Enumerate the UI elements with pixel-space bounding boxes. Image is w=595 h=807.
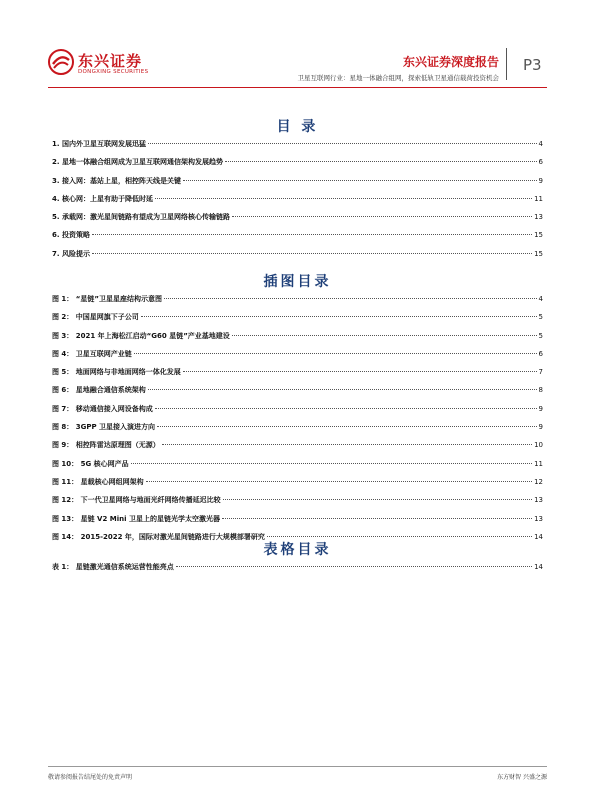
dot-leader bbox=[131, 463, 532, 464]
logo-mark-icon bbox=[48, 49, 74, 75]
toc-entry[interactable] bbox=[52, 230, 543, 248]
table-entry-label: 表 1： 星链激光通信系统运营性能亮点 bbox=[52, 563, 174, 571]
figure-entry-page: 12 bbox=[534, 477, 543, 486]
table-entry[interactable] bbox=[52, 562, 543, 580]
toc-entry-page: 6 bbox=[538, 158, 543, 167]
dot-leader bbox=[222, 518, 532, 519]
logo-text-cn: 东兴证券 bbox=[78, 52, 143, 70]
dot-leader bbox=[232, 335, 537, 336]
toc-entry-page: 9 bbox=[538, 176, 543, 185]
dot-leader bbox=[92, 234, 532, 235]
toc-entry-label: 6. 投资策略 bbox=[52, 231, 90, 240]
figure-entry-page: 9 bbox=[538, 404, 543, 413]
toc-entry[interactable] bbox=[52, 176, 543, 194]
toc-entry[interactable] bbox=[52, 139, 543, 157]
toc-entry-page: 4 bbox=[538, 140, 543, 148]
toc-entry[interactable] bbox=[52, 194, 543, 212]
toc-entry-label: 4. 核心网：上星有助于降低时延 bbox=[52, 194, 153, 203]
toc-entry-page: 11 bbox=[534, 194, 543, 203]
page-number: P3 bbox=[523, 56, 542, 74]
figure-entry-label: 图 11： 星载核心网组网架构 bbox=[52, 477, 144, 486]
footer-slogan: 东方财智 兴盛之源 bbox=[497, 774, 547, 781]
figure-entry[interactable] bbox=[52, 349, 543, 367]
toc-entry-label: 5. 承载网：激光星间链路有望成为卫星网络核心传输链路 bbox=[52, 213, 230, 222]
figure-entry-page: 4 bbox=[538, 295, 543, 303]
figure-entry[interactable] bbox=[52, 312, 543, 330]
dot-leader bbox=[155, 198, 532, 199]
toc-entry-label: 1. 国内外卫星互联网发展迅猛 bbox=[52, 140, 146, 148]
figure-entry-label: 图 12： 下一代卫星网络与地面光纤网络传播延迟比较 bbox=[52, 496, 221, 505]
figure-entry-page: 11 bbox=[534, 459, 543, 468]
figure-entry-label: 图 1： “星链”卫星星座结构示意图 bbox=[52, 295, 162, 303]
figure-entry-page: 13 bbox=[534, 514, 543, 523]
figure-entry-page: 6 bbox=[538, 349, 543, 358]
dot-leader bbox=[146, 481, 532, 482]
figure-entry[interactable] bbox=[52, 514, 543, 532]
figure-entry[interactable] bbox=[52, 422, 543, 440]
figure-entry[interactable] bbox=[52, 294, 543, 312]
logo-text-en: DONGXING SECURITIES bbox=[78, 69, 149, 75]
figure-entry-label: 图 14： 2015-2022 年，国际对激光星间链路进行大规模部署研究 bbox=[52, 532, 265, 541]
toc-entry[interactable] bbox=[52, 249, 543, 267]
header-divider bbox=[506, 48, 507, 80]
figure-entry-page: 5 bbox=[538, 313, 543, 322]
toc-entry[interactable] bbox=[52, 212, 543, 230]
dot-leader bbox=[232, 216, 532, 217]
page-header bbox=[0, 0, 595, 92]
dot-leader bbox=[176, 566, 532, 567]
dot-leader bbox=[141, 316, 537, 317]
header-rule bbox=[48, 87, 547, 88]
figure-entry-label: 图 4： 卫星互联网产业链 bbox=[52, 349, 132, 358]
figure-entry-label: 图 2： 中国星网旗下子公司 bbox=[52, 313, 139, 322]
figure-entry[interactable] bbox=[52, 367, 543, 385]
figures-title: 插图目录 bbox=[263, 274, 332, 290]
toc-list bbox=[52, 139, 543, 267]
dot-leader bbox=[134, 353, 537, 354]
figure-entry[interactable] bbox=[52, 331, 543, 349]
company-logo bbox=[48, 49, 148, 81]
dot-leader bbox=[148, 143, 537, 144]
toc-entry-page: 15 bbox=[534, 249, 543, 258]
figure-entry[interactable] bbox=[52, 477, 543, 495]
footer-rule bbox=[48, 766, 547, 767]
tables-title: 表格目录 bbox=[263, 542, 332, 558]
report-title: 东兴证券深度报告 bbox=[402, 55, 499, 69]
figure-entry-label: 图 5： 地面网络与非地面网络一体化发展 bbox=[52, 368, 181, 377]
dot-leader bbox=[162, 444, 532, 445]
figure-entry-page: 13 bbox=[534, 496, 543, 505]
dot-leader bbox=[267, 536, 532, 537]
dot-leader bbox=[225, 161, 537, 162]
figure-entry-label: 图 6： 星地融合通信系统架构 bbox=[52, 386, 146, 395]
footer-disclaimer: 敬请参阅报告结尾处的免责声明 bbox=[48, 774, 133, 781]
toc-entry-label: 2. 星地一体融合组网成为卫星互联网通信架构发展趋势 bbox=[52, 158, 223, 167]
figure-entry-label: 图 3： 2021 年上海松江启动“G60 星链”产业基地建设 bbox=[52, 331, 230, 340]
figure-entry-page: 7 bbox=[538, 368, 543, 377]
figure-entry-label: 图 13： 星链 V2 Mini 卫星上的星链光学太空激光器 bbox=[52, 514, 220, 523]
dot-leader bbox=[223, 499, 532, 500]
figure-entry-label: 图 10： 5G 核心网产品 bbox=[52, 459, 129, 468]
toc-entry-label: 7. 风险提示 bbox=[52, 249, 90, 258]
figure-entry-label: 图 9： 相控阵雷达原理图（无源） bbox=[52, 441, 160, 450]
figure-entry[interactable] bbox=[52, 404, 543, 422]
figure-entry-page: 14 bbox=[534, 532, 543, 541]
figure-entry[interactable] bbox=[52, 495, 543, 513]
figures-list bbox=[52, 294, 543, 550]
toc-entry-page: 13 bbox=[534, 213, 543, 222]
figure-entry-label: 图 8： 3GPP 卫星接入演进方向 bbox=[52, 423, 156, 432]
tables-list bbox=[52, 562, 543, 580]
dot-leader bbox=[183, 371, 537, 372]
figure-entry-page: 5 bbox=[538, 331, 543, 340]
dot-leader bbox=[92, 253, 532, 254]
toc-entry-page: 15 bbox=[534, 231, 543, 240]
figure-entry[interactable] bbox=[52, 440, 543, 458]
dot-leader bbox=[183, 180, 537, 181]
figure-entry-page: 9 bbox=[538, 423, 543, 432]
toc-title: 目 录 bbox=[276, 119, 319, 135]
dot-leader bbox=[155, 408, 537, 409]
table-entry-page: 14 bbox=[534, 563, 543, 571]
figure-entry[interactable] bbox=[52, 385, 543, 403]
toc-entry-label: 3. 接入网：基站上星，相控阵天线是关键 bbox=[52, 176, 181, 185]
figure-entry-page: 8 bbox=[538, 386, 543, 395]
figure-entry-label: 图 7： 移动通信接入网设备构成 bbox=[52, 404, 153, 413]
dot-leader bbox=[164, 298, 537, 299]
toc-entry[interactable] bbox=[52, 157, 543, 175]
figure-entry-page: 10 bbox=[534, 441, 543, 450]
dot-leader bbox=[148, 389, 537, 390]
dot-leader bbox=[157, 426, 536, 427]
report-subtitle: 卫星互联网行业：星地一体融合组网，探索低轨卫星通信载荷投资机会 bbox=[297, 74, 499, 82]
figure-entry[interactable] bbox=[52, 459, 543, 477]
